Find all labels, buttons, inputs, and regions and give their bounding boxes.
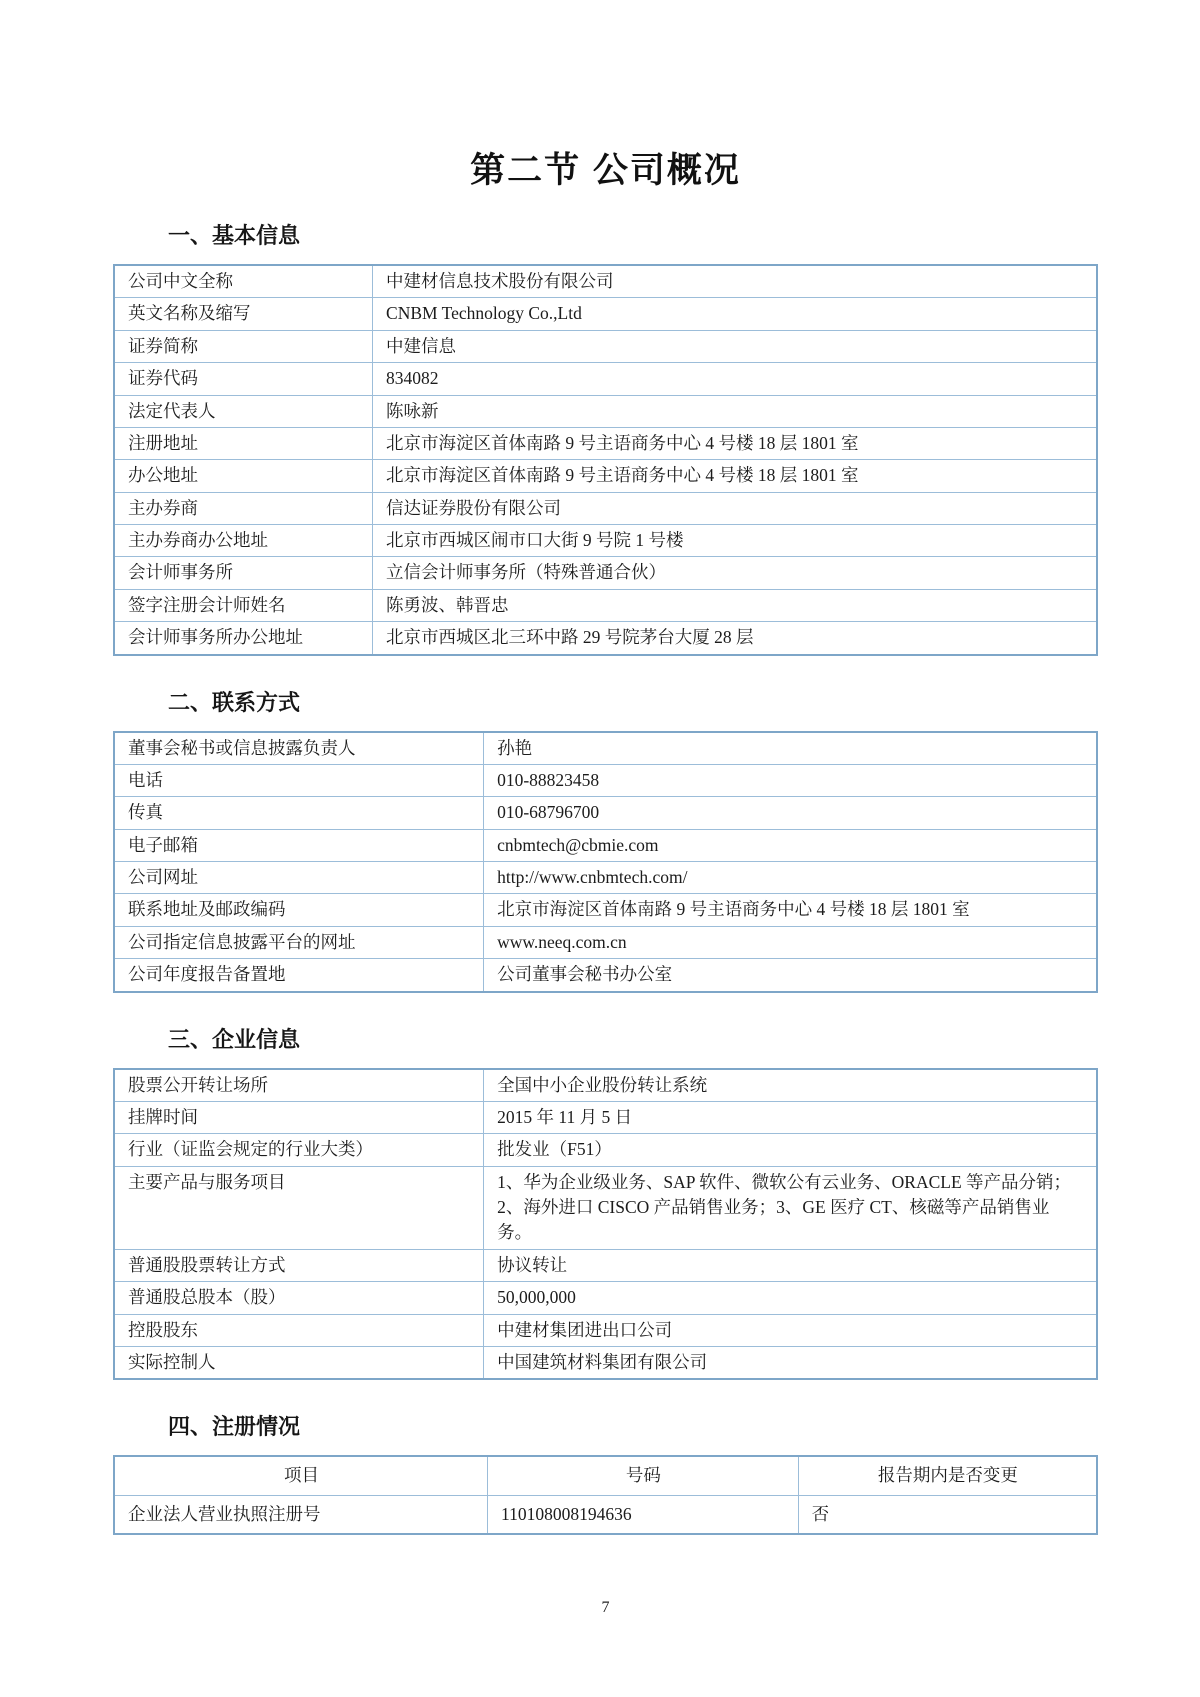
- row-value: 中建信息: [373, 330, 1097, 362]
- row-value: 834082: [373, 363, 1097, 395]
- row-value: CNBM Technology Co.,Ltd: [373, 298, 1097, 330]
- row-label: 普通股总股本（股）: [114, 1282, 484, 1314]
- row-value: http://www.cnbmtech.com/: [484, 862, 1097, 894]
- row-label: 普通股股票转让方式: [114, 1249, 484, 1281]
- table-row: [114, 1101, 1097, 1133]
- row-label: 法定代表人: [114, 395, 373, 427]
- table-row: [114, 492, 1097, 524]
- table-row: [114, 557, 1097, 589]
- row-item: 企业法人营业执照注册号: [114, 1495, 488, 1534]
- table-row: [114, 797, 1097, 829]
- table-row: [114, 959, 1097, 992]
- row-label: 公司网址: [114, 862, 484, 894]
- row-value: 北京市海淀区首体南路 9 号主语商务中心 4 号楼 18 层 1801 室: [373, 460, 1097, 492]
- row-label: 股票公开转让场所: [114, 1069, 484, 1102]
- table-row: [114, 622, 1097, 655]
- page-title: 第二节 公司概况: [470, 151, 741, 190]
- registration-table: [113, 1455, 1098, 1535]
- table-row: [114, 1314, 1097, 1346]
- row-value: 北京市西城区闹市口大街 9 号院 1 号楼: [373, 525, 1097, 557]
- row-value: 协议转让: [484, 1249, 1097, 1281]
- row-value: 全国中小企业股份转让系统: [484, 1069, 1097, 1102]
- row-label: 行业（证监会规定的行业大类）: [114, 1134, 484, 1166]
- table-row: [114, 1166, 1097, 1249]
- row-label: 会计师事务所办公地址: [114, 622, 373, 655]
- table-row: [114, 298, 1097, 330]
- row-value: 北京市西城区北三环中路 29 号院茅台大厦 28 层: [373, 622, 1097, 655]
- col-header-item: 项目: [114, 1456, 488, 1495]
- page-number: 7: [601, 1599, 610, 1617]
- row-value: 信达证券股份有限公司: [373, 492, 1097, 524]
- row-value: 中建材集团进出口公司: [484, 1314, 1097, 1346]
- row-changed: 否: [798, 1495, 1097, 1534]
- section-heading-contact: 二、联系方式: [168, 689, 301, 715]
- row-label: 电子邮箱: [114, 829, 484, 861]
- table-row: [114, 862, 1097, 894]
- table-row: [114, 589, 1097, 621]
- row-label: 主办券商办公地址: [114, 525, 373, 557]
- row-value: 公司董事会秘书办公室: [484, 959, 1097, 992]
- row-value: 1、华为企业级业务、SAP 软件、微软公有云业务、ORACLE 等产品分销；2、海外进口 CISCO 产品销售业务；3、GE 医疗 CT、核磁等产品销售业务。: [484, 1166, 1097, 1249]
- row-label: 公司指定信息披露平台的网址: [114, 926, 484, 958]
- row-label: 签字注册会计师姓名: [114, 589, 373, 621]
- table-row: [114, 829, 1097, 861]
- enterprise-table: [113, 1068, 1098, 1381]
- table-row: [114, 926, 1097, 958]
- row-value: 立信会计师事务所（特殊普通合伙）: [373, 557, 1097, 589]
- row-label: 电话: [114, 764, 484, 796]
- row-value: 陈勇波、韩晋忠: [373, 589, 1097, 621]
- basic-info-table: [113, 264, 1098, 656]
- table-row: [114, 330, 1097, 362]
- table-row: [114, 265, 1097, 298]
- table-row: [114, 764, 1097, 796]
- row-label: 办公地址: [114, 460, 373, 492]
- contact-table: [113, 731, 1098, 993]
- table-row: [114, 894, 1097, 926]
- row-value: 中建材信息技术股份有限公司: [373, 265, 1097, 298]
- row-value: 中国建筑材料集团有限公司: [484, 1346, 1097, 1379]
- row-label: 挂牌时间: [114, 1101, 484, 1133]
- row-value: 010-88823458: [484, 764, 1097, 796]
- section-heading-enterprise: 三、企业信息: [168, 1026, 301, 1052]
- table-row: [114, 460, 1097, 492]
- section-heading-basic-info: 一、基本信息: [168, 223, 301, 248]
- row-value: 2015 年 11 月 5 日: [484, 1101, 1097, 1133]
- table-row: [114, 363, 1097, 395]
- row-label: 会计师事务所: [114, 557, 373, 589]
- row-label: 公司年度报告备置地: [114, 959, 484, 992]
- col-header-number: 号码: [488, 1456, 799, 1495]
- row-label: 主办券商: [114, 492, 373, 524]
- table-row: [114, 1249, 1097, 1281]
- row-number: 110108008194636: [488, 1495, 799, 1534]
- row-value: 010-68796700: [484, 797, 1097, 829]
- table-row: [114, 1282, 1097, 1314]
- section-heading-registration: 四、注册情况: [168, 1414, 301, 1440]
- row-value: 陈咏新: [373, 395, 1097, 427]
- table-header-row: [114, 1456, 1097, 1495]
- row-label: 联系地址及邮政编码: [114, 894, 484, 926]
- col-header-changed: 报告期内是否变更: [798, 1456, 1097, 1495]
- table-row: [114, 1346, 1097, 1379]
- row-value: cnbmtech@cbmie.com: [484, 829, 1097, 861]
- row-value: 批发业（F51）: [484, 1134, 1097, 1166]
- row-label: 传真: [114, 797, 484, 829]
- row-label: 控股股东: [114, 1314, 484, 1346]
- table-row: [114, 1495, 1097, 1534]
- row-value: 孙艳: [484, 732, 1097, 765]
- table-row: [114, 395, 1097, 427]
- table-row: [114, 1134, 1097, 1166]
- row-label: 公司中文全称: [114, 265, 373, 298]
- row-label: 英文名称及缩写: [114, 298, 373, 330]
- table-row: [114, 732, 1097, 765]
- row-value: 50,000,000: [484, 1282, 1097, 1314]
- row-value: www.neeq.com.cn: [484, 926, 1097, 958]
- row-label: 证券简称: [114, 330, 373, 362]
- row-label: 董事会秘书或信息披露负责人: [114, 732, 484, 765]
- row-label: 实际控制人: [114, 1346, 484, 1379]
- row-value: 北京市海淀区首体南路 9 号主语商务中心 4 号楼 18 层 1801 室: [373, 427, 1097, 459]
- table-row: [114, 427, 1097, 459]
- table-row: [114, 525, 1097, 557]
- row-label: 注册地址: [114, 427, 373, 459]
- row-label: 主要产品与服务项目: [114, 1166, 484, 1249]
- row-value: 北京市海淀区首体南路 9 号主语商务中心 4 号楼 18 层 1801 室: [484, 894, 1097, 926]
- table-row: [114, 1069, 1097, 1102]
- row-label: 证券代码: [114, 363, 373, 395]
